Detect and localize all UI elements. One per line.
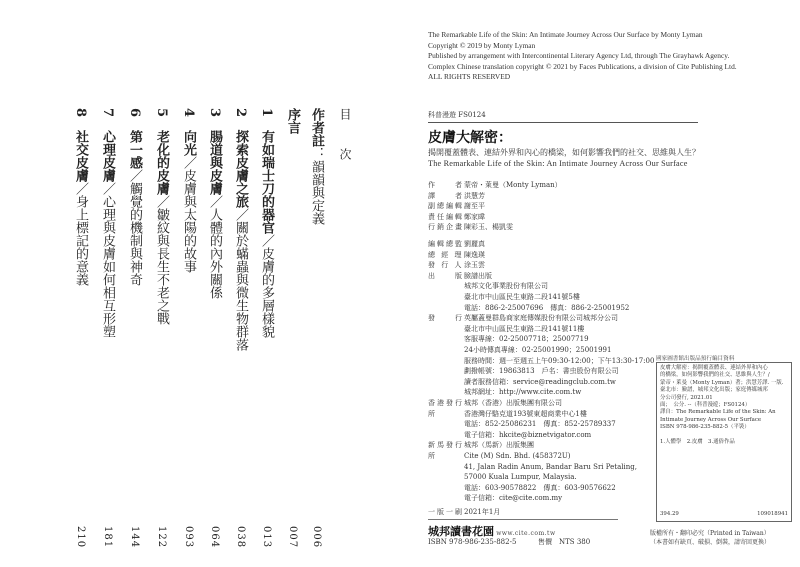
credit-marketing: 行銷企畫 陳彩玉、楊凱雯 — [428, 223, 513, 232]
hk-distributor-block: 香港發行所 城邦（香港）出版集團有限公司 香港灣仔駱克道193號東超商業中心1樓 電話：852-25086231 傳真：852-25789337 電子信箱：hkcite@biznetvigator.com — [428, 399, 616, 439]
rights-statement — [428, 30, 768, 83]
toc-entry-number: 3 — [207, 108, 222, 118]
toc-entry-title: 有如瑞士刀的器官 — [259, 130, 274, 235]
toc-entry-page: 038 — [235, 525, 246, 548]
toc-entry-title: 向光 — [181, 130, 196, 157]
staff-director: 編輯總監 劉麗真 — [428, 240, 485, 248]
logo-url: www.cite.com.tw — [496, 530, 556, 537]
cip-code: 109018941 — [757, 510, 788, 517]
toc-entry: 8 社交皮膚／身上標記的意義 210 — [70, 108, 90, 548]
email-link: 讀者服務信箱：service@readingclub.com.tw — [464, 377, 616, 386]
toc-entry-number: 序言 — [285, 108, 300, 134]
toc-entry-number: 2 — [233, 108, 248, 118]
website-link: 城邦網址：http://www.cite.com.tw — [464, 388, 582, 397]
rights-line: Complex Chinese translation copyright © 2021 by Faces Publications, a division of Cite Publishing Ltd. — [428, 61, 737, 71]
toc-entry-title: 社交皮膚 — [73, 130, 88, 183]
copyright-notice: 版權所有・翻印必究（Printed in Taiwan） — [650, 530, 770, 537]
toc-entry-page: 181 — [102, 525, 113, 548]
toc-entry-page: 122 — [156, 525, 167, 548]
toc-entry-subtitle: 皮膚的多層樣貌 — [259, 247, 274, 339]
credit-translator: 譯 者 洪慧芳 — [428, 191, 485, 200]
toc-entry-title: 第一感 — [127, 130, 142, 170]
toc-entry-number: 7 — [100, 108, 115, 118]
return-notice: （本書如有缺頁、破損、倒裝，請寄回更換） — [650, 538, 771, 546]
toc-entry-number: 5 — [154, 108, 169, 118]
logo-mark: 城邦讀書花園 — [428, 525, 494, 538]
toc-entry-page: 007 — [287, 525, 298, 548]
toc-entry — [282, 108, 302, 548]
toc-entry-title: 心理皮膚 — [100, 130, 115, 183]
staff-gm: 總 經 理 陳逸瑛 — [428, 250, 485, 259]
credit-deputy-editor: 副總編輯 謝至平 — [428, 202, 485, 211]
distributor-block: 發 行 英屬蓋曼群島商家庭傳媒股份有限公司城邦分公司 臺北市中山區民生東路二段141號11樓 客服專線：02-25007718；25007719 24小時傳真專線：02-25001990；25001991 服務時間：週一至週五上午09:30-12:00；下午13:30-17:00 劃撥帳號：19863813 戶名：書虫股份有限公司 讀者服務信箱：service@readingclub.com.tw 城邦網址：http://www.cite.com.tw — [428, 314, 655, 397]
toc-entry: 5 老化的皮膚／皺紋與長生不老之戰 122 — [151, 108, 171, 548]
staff-publisher: 發 行 人 涂玉雲 — [428, 261, 485, 270]
toc-entry-page: 210 — [75, 525, 86, 548]
credit-author: 作 者 蒙帝・萊曼（Monty Lyman） — [428, 181, 562, 189]
isbn: ISBN 978-986-235-882-5 — [428, 538, 517, 546]
toc-heading: 目 次 — [338, 108, 352, 172]
cip-heading: 國家圖書館出版品預行編目資料 — [656, 356, 735, 362]
rights-line: Published by arrangement with Intercontinental Literary Agency Ltd, through The Grayhawk Agency. — [428, 51, 730, 60]
toc-entry-number: 作者註 — [309, 108, 324, 147]
toc-entry-page: 144 — [129, 525, 140, 548]
cip-class-number: 394.29 — [660, 510, 679, 517]
rights-line: Copyright © 2019 by Monty Lyman — [428, 40, 536, 50]
toc-entry-subtitle: 韻韻與定義 — [309, 160, 324, 225]
rights-line: ALL RIGHTS RESERVED — [428, 72, 511, 81]
toc-entry-number: 4 — [181, 108, 196, 118]
toc-entry-subtitle: 皮膚與太陽的故事 — [181, 169, 196, 274]
toc-entry-number: 8 — [73, 108, 88, 118]
toc-entry-subtitle: 心理與皮膚如何相互形塑 — [100, 195, 115, 339]
book-subtitle: 揭開覆蓋體表、連結外界和內心的橋梁，如何影響我們的社交、思維與人生？ — [428, 148, 700, 157]
toc-entry-number: 1 — [259, 108, 274, 118]
toc-entry: 7 心理皮膚／心理與皮膚如何相互形塑 181 — [97, 108, 117, 548]
toc-entry-page: 064 — [209, 525, 220, 548]
toc-entry: 1 有如瑞士刀的器官／皮膚的多層樣貌 013 — [256, 108, 276, 548]
toc-entry-page: 093 — [183, 525, 194, 548]
toc-entry: 6 第一感／觸覺的機制與神奇 144 — [124, 108, 144, 548]
publisher-block: 出 版 臉譜出版 城邦文化事業股份有限公司 臺北市中山區民生東路二段141號5樓 電話：886-2-25007696 傳真：886-2-25001952 — [428, 271, 630, 312]
toc-entry-page: 013 — [261, 525, 272, 548]
book-title: 皮膚大解密： — [428, 130, 512, 146]
copyright-page — [428, 0, 800, 567]
toc-entry-number: 6 — [127, 108, 142, 118]
notices — [650, 530, 795, 547]
toc-entry-subtitle: 觸覺的機制與神奇 — [127, 182, 142, 287]
credit-editor: 責任編輯 鄭家暐 — [428, 212, 485, 221]
toc-entry: 4 向光／皮膚與太陽的故事 093 — [178, 108, 198, 548]
my-distributor-block: 新馬發行所 城邦（馬新）出版集團 Cite (M) Sdn. Bhd. (458372U) 41, Jalan Radin Anum, Bandar Baru Sri Petaling, 57000 Kuala Lumpur, Malaysia. 電話：603-90578822 傳真：603-90576622 電子信箱：cite@cite.com.my — [428, 441, 637, 503]
divider — [428, 122, 698, 123]
series-label: 科普漫遊 FS0124 — [428, 111, 486, 119]
toc-entry-title: 腸道與皮膚 — [207, 130, 222, 196]
toc-entry-subtitle: 關於蟎蟲與微生物群落 — [233, 221, 248, 352]
edition-line: 一版一刷 2021年1月 — [428, 508, 501, 516]
price: NTS 380 — [559, 538, 591, 546]
toc-entry-subtitle: 身上標記的意義 — [73, 195, 88, 287]
toc-entry-page: 006 — [311, 525, 322, 548]
toc-entry: 作者註：韻韻與定義 006 — [306, 108, 326, 548]
toc-entry-subtitle: 皺紋與長生不老之戰 — [154, 208, 169, 326]
rights-line: The Remarkable Life of the Skin: An Intimate Journey Across Our Surface by Monty Lyman — [428, 30, 703, 39]
book-title-english: The Remarkable Life of the Skin: An Intimate Journey Across Our Surface — [428, 159, 688, 168]
isbn-block: ISBN 978-986-235-882-5 售價 NTS 380 — [428, 537, 648, 547]
toc-entry: 2 探索皮膚之旅／關於蟎蟲與微生物群落 038 — [230, 108, 250, 548]
toc-entry-title: 探索皮膚之旅 — [233, 130, 248, 209]
cip-record: 皮膚大解密：揭開覆蓋體表、連結外界和內心 的橋梁，如何影響我們的社交、思維與人生？/ 蒙帝・萊曼（Monty Lyman）著；洪慧芳譯. 一版. 臺北市：臉譜，城邦文化出版；家庭傳媒城邦 分公司發行, 2021.01 面； 公分. --（科普漫遊；FS0124） 譯自：The Remarkable Life of the Skin: An Intimate Journey Across Our Surface ISBN 978-986-235-882-5（平裝） 1.人體學 2.皮膚 3.通俗作品 394.29 109018941 — [656, 362, 792, 522]
toc-entry-subtitle: 人體的內外關係 — [207, 208, 222, 300]
toc-entry-title: 老化的皮膚 — [154, 130, 169, 196]
divider — [428, 519, 618, 520]
toc-entry: 3 腸道與皮膚／人體的內外關係 064 — [204, 108, 224, 548]
